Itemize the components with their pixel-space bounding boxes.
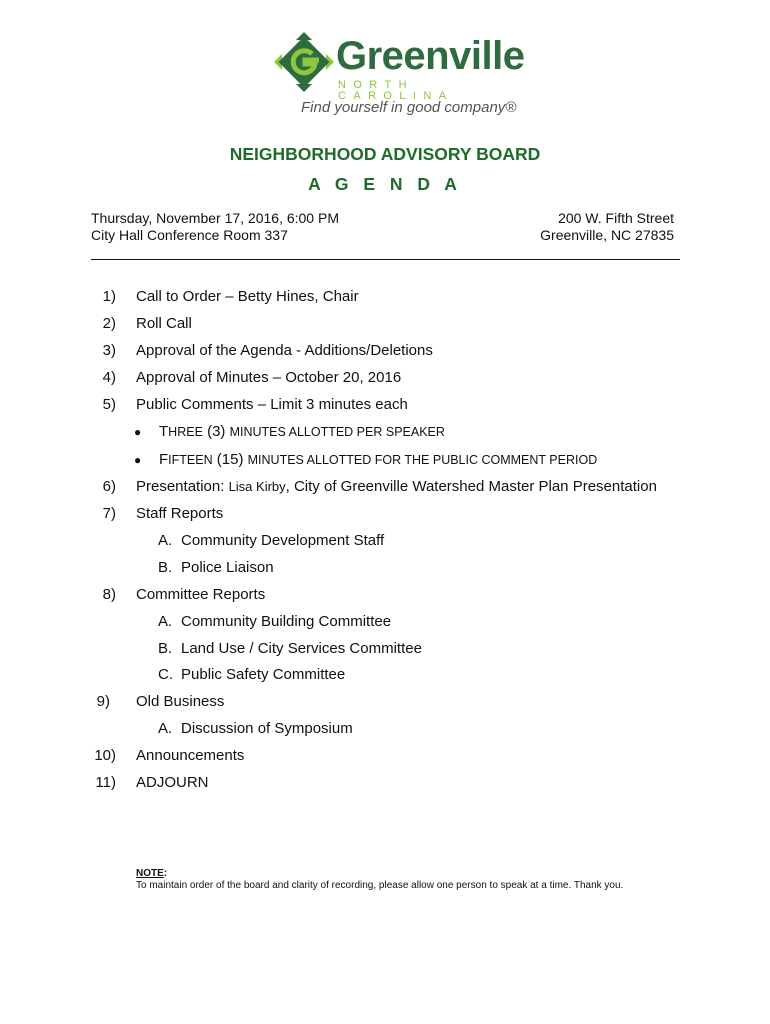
rule-cap: T [159, 423, 169, 440]
sub-item-letter: A. [158, 613, 173, 630]
sub-item: Community Development Staff [181, 532, 385, 549]
agenda-item: Approval of the Agenda - Additions/Deletions [136, 342, 433, 359]
item-number: 10) [94, 747, 116, 764]
logo-wordmark: Greenville [336, 34, 525, 78]
note-heading-text: NOTE [136, 868, 164, 879]
agenda-item: Staff Reports [136, 505, 224, 522]
meeting-date: Thursday, November 17, 2016, 6:00 PM [91, 210, 339, 226]
agenda-item [136, 478, 657, 496]
agenda-item: Roll Call [136, 315, 192, 332]
item-number: 11) [95, 774, 116, 791]
sub-item: Discussion of Symposium [181, 720, 353, 737]
comment-rule [159, 451, 597, 469]
presentation-label: Presentation: [136, 478, 229, 495]
bullet-icon: ● [134, 453, 142, 467]
greenville-g-icon [272, 30, 336, 94]
agenda-item: ADJOURN [136, 774, 209, 791]
logo-state: NORTH CAROLINA [338, 79, 454, 102]
rule-cap: F [159, 451, 169, 468]
meeting-where [540, 210, 674, 244]
sub-item-letter: A. [158, 532, 173, 549]
meeting-when [91, 210, 339, 244]
item-number: 5) [102, 396, 116, 413]
rule-word: HREE [168, 425, 203, 439]
agenda-item: Call to Order – Betty Hines, Chair [136, 288, 359, 305]
sub-item-letter: A. [158, 720, 173, 737]
sub-item: Land Use / City Services Committee [181, 640, 422, 657]
agenda-item: Announcements [136, 747, 245, 764]
item-number: 3) [102, 342, 116, 359]
city-logo [262, 28, 525, 124]
rule-word: IFTEEN [168, 453, 213, 467]
logo-tagline: Find yourself in good company® [301, 99, 517, 116]
sub-item: Community Building Committee [181, 613, 392, 630]
presentation-topic: , City of Greenville Watershed Master Plan Presentation [285, 478, 657, 495]
agenda-item: Public Comments – Limit 3 minutes each [136, 396, 408, 413]
agenda-item: Approval of Minutes – October 20, 2016 [136, 369, 402, 386]
sub-item-letter: C. [158, 666, 173, 683]
presenter-name: Lisa Kirby [228, 479, 286, 494]
agenda-title: A G E N D A [308, 174, 462, 194]
bullet-icon: ● [134, 425, 142, 439]
rule-text: MINUTES ALLOTTED PER SPEAKER [229, 425, 445, 439]
item-number: 7) [102, 505, 116, 522]
rule-count: (15) [212, 451, 248, 468]
rule-count: (3) [202, 423, 230, 440]
header-divider [91, 259, 680, 260]
item-number: 2) [102, 315, 116, 332]
meeting-city: Greenville, NC 27835 [540, 227, 674, 243]
sub-item-letter: B. [158, 559, 173, 576]
board-title: NEIGHBORHOOD ADVISORY BOARD [229, 144, 541, 164]
note-heading: NOTE: [136, 868, 168, 879]
rule-text: MINUTES ALLOTTED FOR THE PUBLIC COMMENT PERIOD [247, 453, 598, 467]
comment-rule [159, 423, 445, 441]
item-number: 1) [102, 288, 116, 305]
note-text: To maintain order of the board and clarity of recording, please allow one person to speak at a time. Thank you. [136, 880, 624, 891]
agenda-item: Committee Reports [136, 586, 266, 603]
item-number: 8) [102, 586, 116, 603]
agenda-item: Old Business [136, 693, 225, 710]
sub-item: Public Safety Committee [181, 666, 346, 683]
item-number: 9) [96, 693, 110, 710]
sub-item: Police Liaison [181, 559, 274, 576]
meeting-room: City Hall Conference Room 337 [91, 227, 288, 243]
item-number: 6) [102, 478, 116, 495]
meeting-street: 200 W. Fifth Street [558, 210, 674, 226]
item-number: 4) [102, 369, 116, 386]
sub-item-letter: B. [158, 640, 173, 657]
